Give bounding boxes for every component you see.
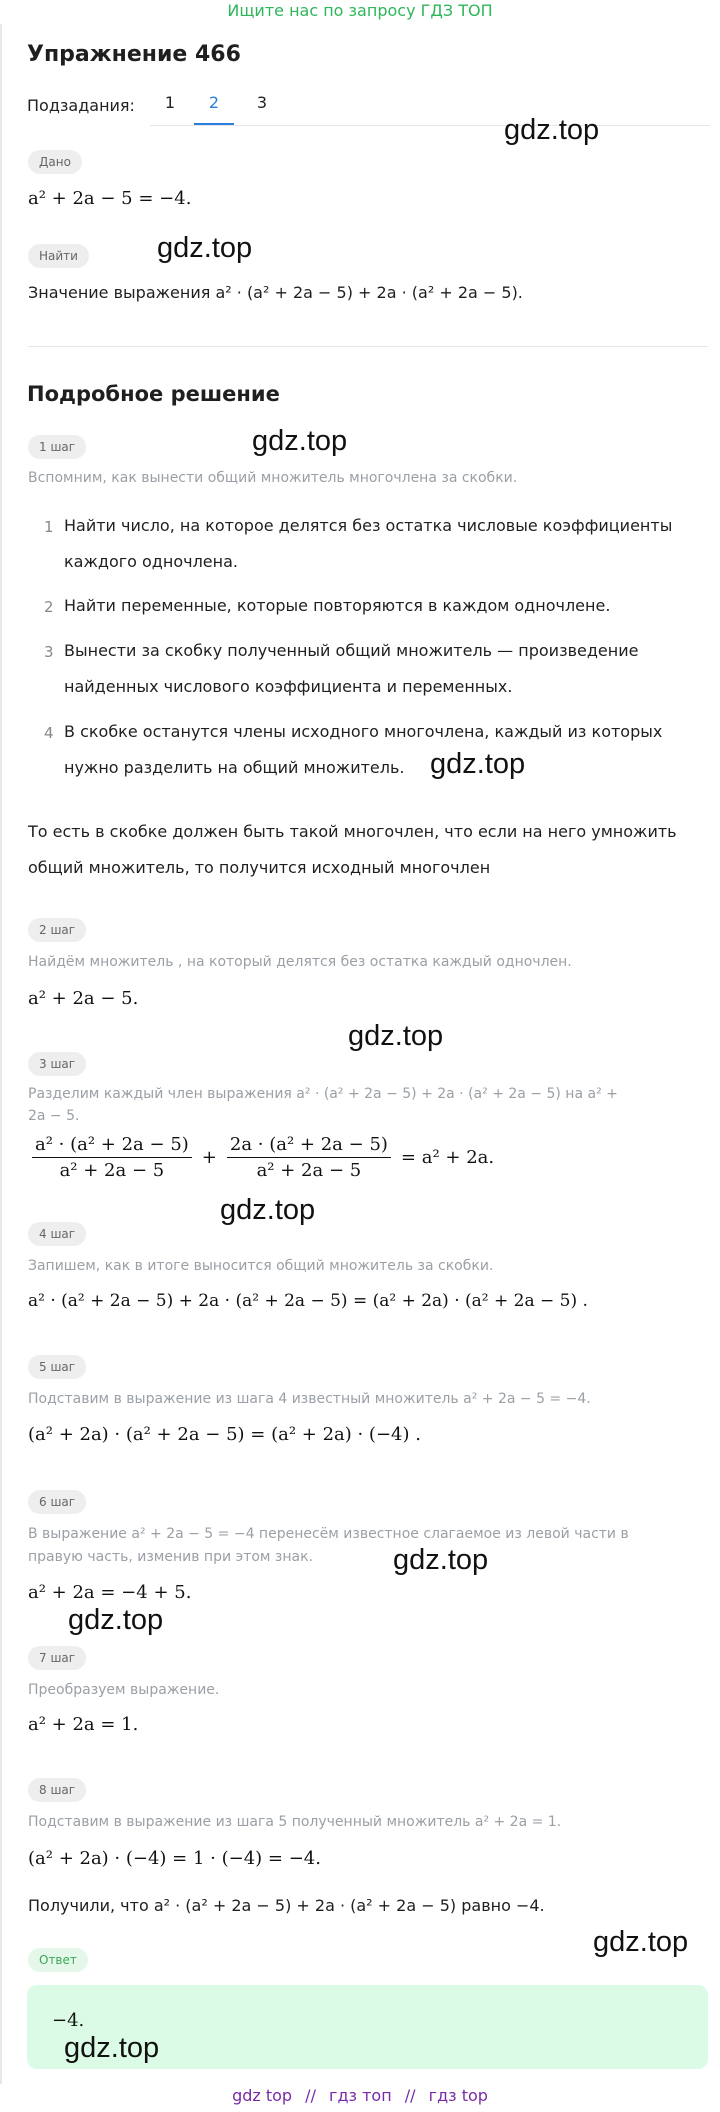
list-item-number: 3 <box>44 643 54 661</box>
fraction-denominator: a² + 2a − 5 <box>256 1160 362 1181</box>
page-title: Упражнение 466 <box>27 42 241 67</box>
watermark: gdz.top <box>157 232 253 264</box>
watermark: gdz.top <box>64 2032 160 2064</box>
subtasks-label: Подзадания: <box>27 96 135 115</box>
watermark: gdz.top <box>504 114 600 146</box>
step-2-text: Найдём множитель , на который делятся без остатка каждый одночлен. <box>28 954 572 970</box>
watermark: gdz.top <box>593 1926 689 1958</box>
step-5-expression: (a² + 2a) · (a² + 2a − 5) = (a² + 2a) · (−4) . <box>28 1424 421 1445</box>
step-8-expression: (a² + 2a) · (−4) = 1 · (−4) = −4. <box>28 1848 321 1869</box>
watermark: gdz.top <box>68 1604 164 1636</box>
given-badge: Дано <box>28 150 82 174</box>
watermark: gdz.top <box>430 748 526 780</box>
watermark: gdz.top <box>393 1544 489 1576</box>
step-1-text: Вспомним, как вынести общий множитель многочлена за скобки. <box>28 470 518 486</box>
step-3-fraction-expression <box>28 1134 494 1181</box>
fraction-result: = a² + 2a. <box>400 1147 495 1168</box>
given-expression: a² + 2a − 5 = −4. <box>28 188 192 209</box>
watermark: gdz.top <box>220 1194 316 1226</box>
answer-value: −4. <box>52 2010 85 2031</box>
step-6-text-line-1: В выражение a² + 2a − 5 = −4 перенесём известное слагаемое из левой части в <box>28 1526 629 1542</box>
list-item: Найти переменные, которые повторяются в каждом одночлене. <box>64 596 611 615</box>
list-item-number: 4 <box>44 724 54 742</box>
step-7-text: Преобразуем выражение. <box>28 1682 220 1698</box>
plus-sign: + <box>201 1147 217 1168</box>
step-4-badge: 4 шаг <box>28 1222 86 1246</box>
list-item-number: 2 <box>44 598 54 616</box>
step-7-badge: 7 шаг <box>28 1646 86 1670</box>
footer-separator: // <box>404 2086 416 2105</box>
footer-link[interactable]: gdz top <box>232 2086 293 2105</box>
step-8-badge: 8 шаг <box>28 1778 86 1802</box>
step-3-text-line-2: 2a − 5. <box>28 1108 80 1124</box>
top-banner[interactable]: Ищите нас по запросу ГДЗ ТОП <box>227 1 493 20</box>
fraction-denominator: a² + 2a − 5 <box>59 1160 165 1181</box>
fraction-numerator: 2a · (a² + 2a − 5) <box>227 1134 391 1158</box>
footer-link[interactable]: гдз топ <box>329 2086 392 2105</box>
step-3-badge: 3 шаг <box>28 1052 86 1076</box>
step-2-expression: a² + 2a − 5. <box>28 988 139 1009</box>
watermark: gdz.top <box>252 425 348 457</box>
list-item: Найти число, на которое делятся без остатка числовые коэффициенты каждого одночлена. <box>64 516 673 571</box>
step-6-expression: a² + 2a = −4 + 5. <box>28 1582 192 1603</box>
step-6-text-line-2: правую часть, изменив при этом знак. <box>28 1549 314 1565</box>
footer-link[interactable]: гдз top <box>428 2086 488 2105</box>
solution-title: Подробное решение <box>27 382 280 406</box>
fraction <box>227 1134 391 1181</box>
conclusion-text: Получили, что a² · (a² + 2a − 5) + 2a · (a² + 2a − 5) равно −4. <box>28 1896 545 1915</box>
step-2-badge: 2 шаг <box>28 918 86 942</box>
divider <box>28 346 708 347</box>
step-1-badge: 1 шаг <box>28 435 86 459</box>
find-text: Значение выражения a² · (a² + 2a − 5) + 2a · (a² + 2a − 5). <box>28 283 523 302</box>
exercise-card <box>0 24 710 2084</box>
step-8-text: Подставим в выражение из шага 5 полученный множитель a² + 2a = 1. <box>28 1814 562 1830</box>
step-4-expression: a² · (a² + 2a − 5) + 2a · (a² + 2a − 5) = (a² + 2a) · (a² + 2a − 5) . <box>28 1291 588 1311</box>
step-1-note-line-2: общий множитель, то получится исходный многочлен <box>28 858 491 877</box>
fraction <box>32 1134 192 1181</box>
step-7-expression: a² + 2a = 1. <box>28 1714 139 1735</box>
tab-subtask-1[interactable]: 1 <box>164 93 176 112</box>
watermark: gdz.top <box>348 1020 444 1052</box>
step-5-badge: 5 шаг <box>28 1355 86 1379</box>
tab-subtask-2[interactable]: 2 <box>194 92 234 125</box>
subtasks-tabs <box>150 86 710 126</box>
footer-separator: // <box>305 2086 316 2105</box>
footer-links <box>0 2086 720 2105</box>
step-1-note-line-1: То есть в скобке должен быть такой многочлен, что если на него умножить <box>28 822 677 841</box>
step-6-badge: 6 шаг <box>28 1490 86 1514</box>
tab-subtask-3[interactable]: 3 <box>256 93 268 112</box>
answer-badge: Ответ <box>28 1948 88 1972</box>
fraction-numerator: a² · (a² + 2a − 5) <box>32 1134 192 1158</box>
step-4-text: Запишем, как в итоге выносится общий множитель за скобки. <box>28 1258 494 1274</box>
list-item: В скобке останутся члены исходного многочлена, каждый из которых нужно разделить на общий множитель. <box>64 722 663 777</box>
step-3-text-line-1: Разделим каждый член выражения a² · (a² + 2a − 5) + 2a · (a² + 2a − 5) на a² + <box>28 1086 618 1102</box>
list-item: Вынести за скобку полученный общий множитель — произведение найденных числового коэффициента и переменных. <box>64 641 639 696</box>
step-5-text: Подставим в выражение из шага 4 известный множитель a² + 2a − 5 = −4. <box>28 1391 591 1407</box>
list-item-number: 1 <box>44 518 54 536</box>
find-badge: Найти <box>28 244 89 268</box>
